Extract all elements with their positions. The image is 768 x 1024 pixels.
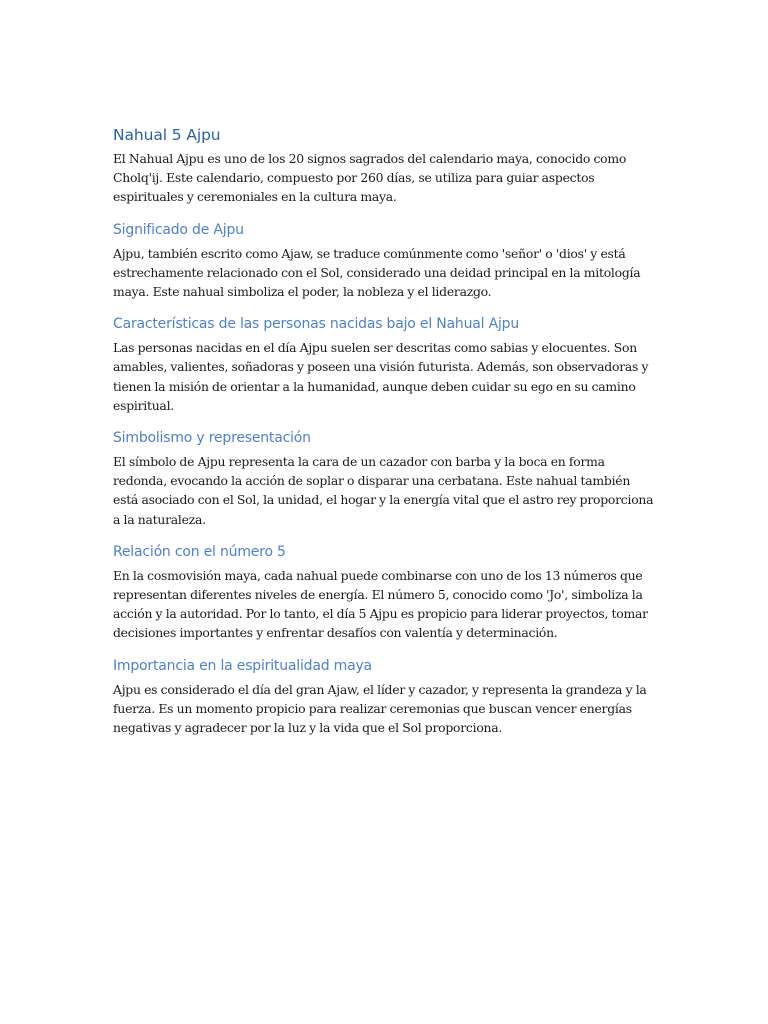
section-heading-numero: Relación con el número 5 [113,543,286,560]
section-heading-caracteristicas: Características de las personas nacidas bajo el Nahual Ajpu [113,316,520,333]
intro-paragraph: El Nahual Ajpu es uno de los 20 signos sagrados del calendario maya, conocido como Cholq'ij. Este calendario, compuesto por 260 días, se utiliza para guiar aspectos espirituales y ceremoniales en la cultura maya. [113,151,627,205]
section-heading-significado: Significado de Ajpu [113,221,244,238]
document-page [113,124,658,737]
section-body-numero: En la cosmovisión maya, cada nahual puede combinarse con uno de los 13 números que representan diferentes niveles de energía. El número 5, conocido como 'Jo', simboliza la acción y la autoridad. Por lo tanto, el día 5 Ajpu es propicio para liderar proyectos, tomar decisiones importantes y enfrentar desafíos con valentía y determinación. [113,567,648,641]
section-heading-importancia: Importancia en la espiritualidad maya [113,657,372,674]
section-body-importancia: Ajpu es considerado el día del gran Ajaw, el líder y cazador, y representa la grandeza y la fuerza. Es un momento propicio para realizar ceremonias que buscan vencer energías negativas y agradecer por la luz y la vida que el Sol proporciona. [113,681,647,736]
document-title: Nahual 5 Ajpu [113,126,221,144]
section-body-significado: Ajpu, también escrito como Ajaw, se traduce comúnmente como 'señor' o 'dios' y está estrechamente relacionado con el Sol, considerado una deidad principal en la mitología maya. Este nahual simboliza el poder, la nobleza y el liderazgo. [113,245,641,300]
section-body-simbolismo: El símbolo de Ajpu representa la cara de un cazador con barba y la boca en forma redonda, evocando la acción de soplar o disparar una cerbatana. Este nahual también está asociado con el Sol, la unidad, el hogar y la energía vital que el astro rey proporciona a la naturaleza. [113,454,654,527]
section-heading-simbolismo: Simbolismo y representación [113,430,311,447]
section-body-caracteristicas: Las personas nacidas en el día Ajpu suelen ser descritas como sabias y elocuentes. Son amables, valientes, soñadoras y poseen una visión futurista. Además, son observadoras y tienen la misión de orientar a la humanidad, aunque deben cuidar su ego en su camino espiritual. [113,340,649,413]
